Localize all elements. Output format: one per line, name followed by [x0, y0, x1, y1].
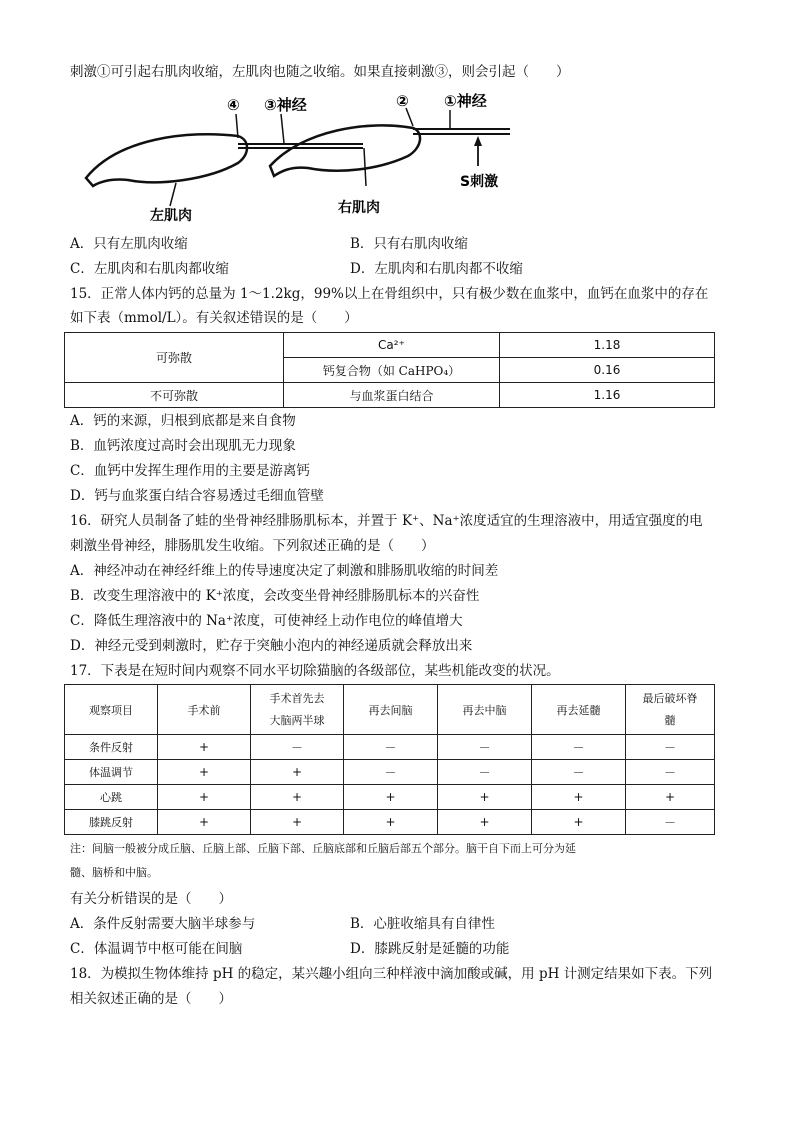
cell-protein-value: 1.16 — [500, 383, 715, 408]
table-cell: － — [626, 735, 715, 760]
cell-diffusible: 可弥散 — [65, 333, 284, 383]
label-3-nerve: ③神经 — [264, 96, 307, 114]
q17-question: 有关分析错误的是（ ） — [70, 891, 232, 907]
q17-option-d: D．膝跳反射是延髓的功能 — [350, 941, 510, 957]
table-cell: + — [251, 810, 344, 835]
nerve-muscle-figure — [78, 88, 528, 228]
table-cell: － — [251, 735, 344, 760]
cell-complex-value: 0.16 — [500, 358, 715, 383]
table-cell: + — [251, 785, 344, 810]
table-cell: + — [438, 785, 532, 810]
q15-option-c: C．血钙中发挥生理作用的主要是游离钙 — [70, 463, 310, 479]
table-cell: + — [438, 810, 532, 835]
q16-option-d: D．神经元受到刺激时，贮存于突触小泡内的神经递质就会释放出来 — [70, 638, 473, 654]
q17-note-line1: 注：间脑一般被分成丘脑、丘脑上部、丘脑下部、丘脑底部和丘脑后部五个部分。脑干自下而上可分为延 — [70, 842, 576, 855]
row-label: 心跳 — [65, 785, 158, 810]
label-left-muscle: 左肌肉 — [150, 208, 192, 224]
label-stimulus: S刺激 — [460, 174, 499, 190]
header-item: 观察项目 — [65, 685, 158, 735]
header-remove-diencephalon: 再去间脑 — [344, 685, 438, 735]
q16-option-a: A．神经冲动在神经纤维上的传导速度决定了刺激和腓肠肌收缩的时间差 — [70, 563, 499, 579]
label-right-muscle: 右肌肉 — [338, 200, 380, 216]
q17-option-b: B．心脏收缩具有自律性 — [350, 916, 495, 932]
table-cell: + — [158, 735, 251, 760]
q16-stem-line1: 16．研究人员制备了蛙的坐骨神经腓肠肌标本，并置于 K⁺、Na⁺浓度适宜的生理溶液中，用适宜强度的电 — [70, 513, 703, 529]
q14-option-d: D．左肌肉和右肌肉都不收缩 — [350, 261, 523, 277]
cell-protein-bound: 与血浆蛋白结合 — [284, 383, 500, 408]
header-destroy-spinal — [626, 685, 715, 735]
table-row — [65, 810, 715, 835]
cell-ca-value: 1.18 — [500, 333, 715, 358]
table-cell: + — [532, 810, 626, 835]
q15-option-d: D．钙与血浆蛋白结合容易透过毛细血管壁 — [70, 488, 324, 504]
table-row — [65, 785, 715, 810]
table-cell: － — [344, 760, 438, 785]
cell-ca-ion: Ca²⁺ — [284, 333, 500, 358]
q17-option-c: C．体温调节中枢可能在间脑 — [70, 941, 243, 957]
q18-stem-line1: 18．为模拟生物体维持 pH 的稳定，某兴趣小组向三种样液中滴加酸或碱，用 pH 计测定结果如下表。下列 — [70, 966, 713, 982]
q15-option-a: A．钙的来源，归根到底都是来自食物 — [70, 413, 296, 429]
header-destroy-spinal-line2: 髓 — [664, 713, 676, 727]
row-label: 膝跳反射 — [65, 810, 158, 835]
q14-option-c: C．左肌肉和右肌肉都收缩 — [70, 261, 229, 277]
table-row — [65, 735, 715, 760]
label-2: ② — [396, 92, 409, 110]
table-cell: － — [344, 735, 438, 760]
q17-option-a: A．条件反射需要大脑半球参与 — [70, 916, 256, 932]
table-cell: + — [158, 760, 251, 785]
table-cell: + — [532, 785, 626, 810]
header-remove-cerebrum-line2: 大脑两半球 — [269, 713, 325, 727]
table-cell: － — [532, 735, 626, 760]
q14-option-a: A．只有左肌肉收缩 — [70, 236, 188, 252]
table-cell: + — [344, 785, 438, 810]
header-remove-medulla: 再去延髓 — [532, 685, 626, 735]
q15-option-b: B．血钙浓度过高时会出现肌无力现象 — [70, 438, 296, 454]
row-label: 体温调节 — [65, 760, 158, 785]
label-1-nerve: ①神经 — [444, 92, 487, 110]
table-cell: － — [438, 735, 532, 760]
row-label: 条件反射 — [65, 735, 158, 760]
table-cell: － — [626, 760, 715, 785]
q17-stem: 17．下表是在短时间内观察不同水平切除猫脑的各级部位，某些机能改变的状况。 — [70, 663, 560, 679]
q16-option-c: C．降低生理溶液中的 Na⁺浓度，可使神经上动作电位的峰值增大 — [70, 613, 463, 629]
header-remove-cerebrum-line1: 手术首先去 — [269, 691, 325, 705]
right-muscle-shape — [270, 125, 420, 176]
header-remove-cerebrum — [251, 685, 344, 735]
cell-ca-complex: 钙复合物（如 CaHPO₄） — [284, 358, 500, 383]
q15-stem-line1: 15．正常人体内钙的总量为 1～1.2kg，99%以上在骨组织中，只有极少数在血浆中，血钙在血浆中的存在 — [70, 286, 709, 302]
calcium-table — [64, 332, 715, 408]
header-remove-midbrain: 再去中脑 — [438, 685, 532, 735]
brain-ablation-table — [64, 684, 715, 835]
table-cell: － — [626, 810, 715, 835]
q15-stem-line2: 如下表（mmol/L）。有关叙述错误的是（ ） — [70, 310, 358, 326]
table-cell: － — [532, 760, 626, 785]
left-muscle-shape — [86, 134, 247, 186]
table-cell: + — [158, 785, 251, 810]
cell-non-diffusible: 不可弥散 — [65, 383, 284, 408]
table-cell: + — [158, 810, 251, 835]
table-cell: + — [344, 810, 438, 835]
table-cell: － — [438, 760, 532, 785]
q14-stem: 刺激①可引起右肌肉收缩，左肌肉也随之收缩。如果直接刺激③，则会引起（ ） — [70, 64, 570, 80]
q16-stem-line2: 刺激坐骨神经，腓肠肌发生收缩。下列叙述正确的是（ ） — [70, 538, 435, 554]
label-4: ④ — [227, 96, 240, 114]
table-cell: + — [626, 785, 715, 810]
q18-stem-line2: 相关叙述正确的是（ ） — [70, 991, 232, 1007]
table-row — [65, 760, 715, 785]
q16-option-b: B．改变生理溶液中的 K⁺浓度，会改变坐骨神经腓肠肌标本的兴奋性 — [70, 588, 480, 604]
table-cell: + — [251, 760, 344, 785]
header-destroy-spinal-line1: 最后破坏脊 — [642, 691, 698, 705]
q17-note-line2: 髓、脑桥和中脑。 — [70, 866, 158, 879]
header-before: 手术前 — [158, 685, 251, 735]
q14-option-b: B．只有右肌肉收缩 — [350, 236, 468, 252]
